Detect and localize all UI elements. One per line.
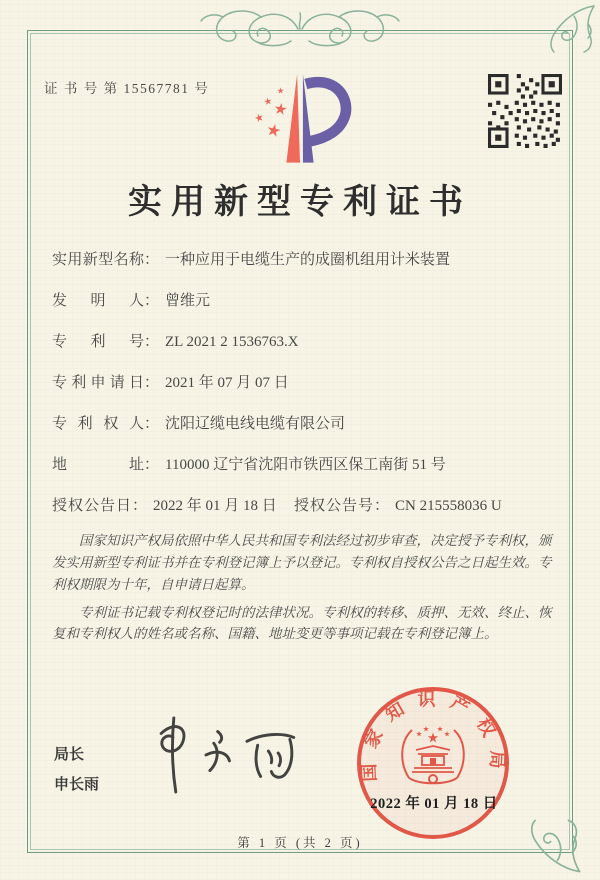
legal-paragraph: 专利证书记载专利权登记时的法律状况。专利权的转移、质押、无效、终止、恢复和专利权人的姓名或名称、国籍、地址变更等事项记载在专利登记簿上。 xyxy=(52,604,552,642)
field-value: 一种应用于电缆生产的成圈机组用计米装置 xyxy=(165,252,451,268)
field-colon: ： xyxy=(144,416,160,432)
field-colon: ： xyxy=(144,375,160,391)
field-value: 110000 辽宁省沈阳市铁西区保工南街 51 号 xyxy=(165,457,446,473)
grant-number-group xyxy=(294,498,502,514)
emblem-gate-door xyxy=(430,758,436,765)
dragon-scroll-ornament-icon xyxy=(195,5,405,51)
qr-code xyxy=(488,74,562,148)
field-row-address xyxy=(52,457,552,473)
field-colon: ： xyxy=(144,457,160,473)
field-colon: ： xyxy=(374,498,390,514)
legal-text-section xyxy=(52,530,554,651)
grant-date-value: 2022 年 01 月 18 日 xyxy=(153,498,277,514)
field-colon: ： xyxy=(144,293,160,309)
seal-curved-text: 国家知识产权局 xyxy=(358,689,508,782)
field-row-grant xyxy=(52,498,552,514)
seal-date: 2022 年 01 月 18 日 xyxy=(370,796,498,812)
field-row-name xyxy=(52,252,552,268)
certificate-title: 实用新型专利证书 xyxy=(128,184,472,221)
field-label: 实用新型名称 xyxy=(52,252,144,268)
field-colon: ： xyxy=(144,252,160,268)
grant-date-label: 授权公告日 xyxy=(52,498,133,514)
page-number-footer: 第 1 页 (共 2 页) xyxy=(237,836,363,850)
field-label: 专利号 xyxy=(52,334,144,350)
certificate-number: 证 书 号 第 15567781 号 xyxy=(44,81,210,96)
grant-number-value: CN 215558036 U xyxy=(395,498,502,514)
cnipa-logo-icon xyxy=(232,68,368,168)
legal-paragraph: 国家知识产权局依照中华人民共和国专利法经过初步审查，决定授予专利权，颁发实用新型专利证书并在专利登记簿上予以登记。专利权自授权公告之日起生效。专利权期限为十年，自申请日起算。 xyxy=(52,533,552,592)
signer-name: 申长雨 xyxy=(54,777,100,793)
fields-section xyxy=(52,252,552,539)
field-row-patentee xyxy=(52,416,552,432)
signer-block xyxy=(54,740,99,800)
field-value: 沈阳辽缆电线电缆有限公司 xyxy=(165,416,346,432)
field-label: 专利权人 xyxy=(52,416,144,432)
field-value: 2021 年 07 月 07 日 xyxy=(165,375,289,391)
field-label: 发明人 xyxy=(52,293,144,309)
field-label: 地址 xyxy=(52,457,144,473)
field-label: 专利申请日 xyxy=(52,375,144,391)
field-row-filing-date xyxy=(52,375,552,391)
director-signature-icon xyxy=(128,710,323,798)
field-row-patent-no xyxy=(52,334,552,350)
field-colon: ： xyxy=(132,498,148,514)
cnipa-official-seal xyxy=(352,682,514,844)
field-colon: ： xyxy=(144,334,160,350)
signer-title: 局长 xyxy=(54,747,85,763)
field-value: 曾维元 xyxy=(165,293,211,309)
field-row-inventor xyxy=(52,293,552,309)
corner-flourish-icon xyxy=(544,2,598,56)
field-value: ZL 2021 2 1536763.X xyxy=(165,334,299,350)
grant-number-label: 授权公告号 xyxy=(294,498,375,514)
